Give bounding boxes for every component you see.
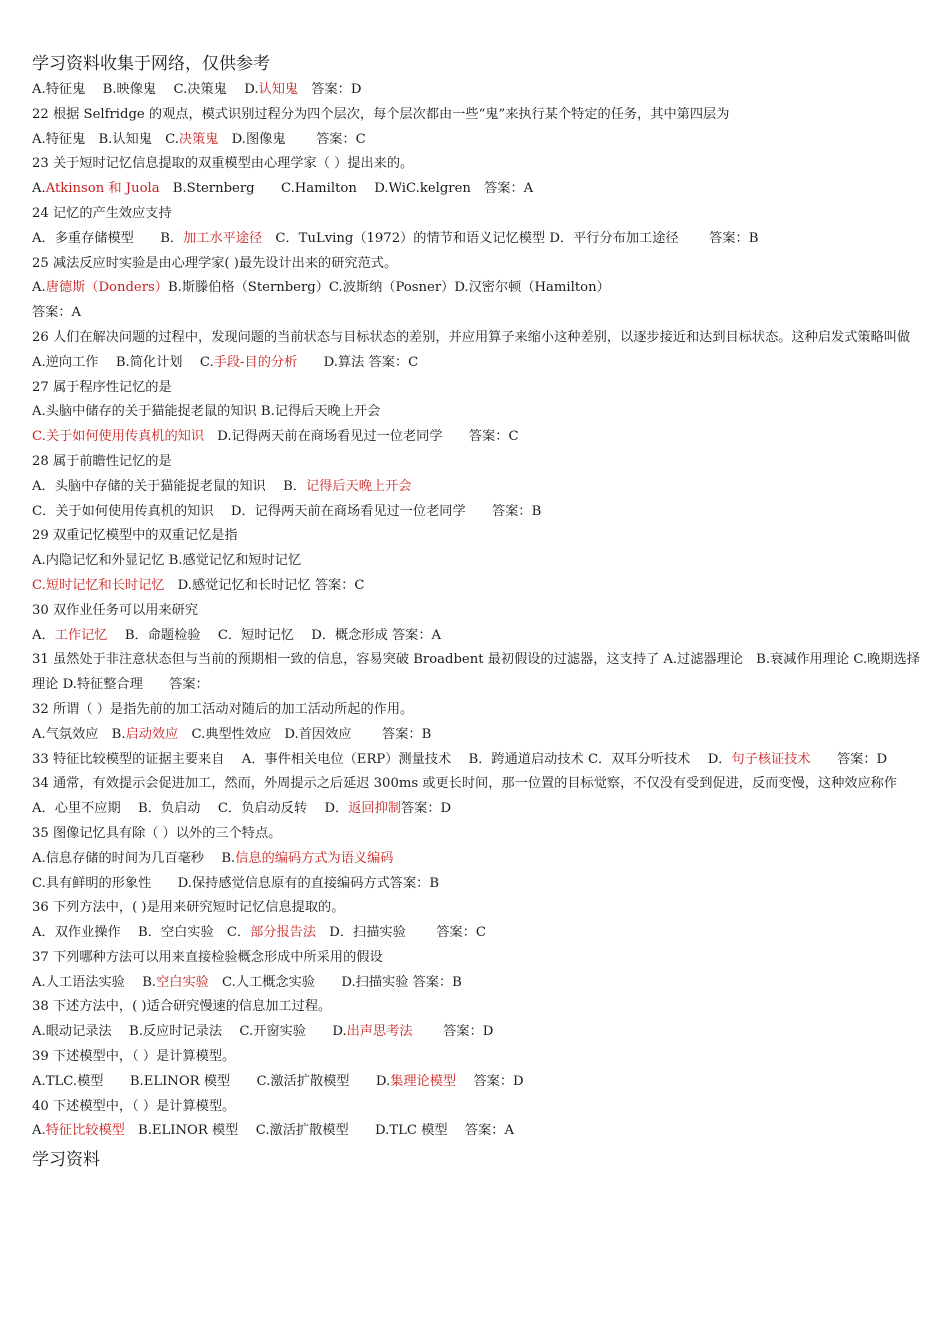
line-text: 27 属于程序性记忆的是 xyxy=(32,379,172,395)
line-text: 答案：D xyxy=(412,1024,494,1040)
line-text: 38 下述方法中，( )适合研究慢速的信息加工过程。 xyxy=(32,999,332,1015)
text-line xyxy=(32,1119,920,1144)
highlighted-answer-text: 出声思考法 xyxy=(346,1024,413,1040)
question-list xyxy=(32,78,920,1144)
line-text: 答案：D xyxy=(810,751,888,767)
text-line xyxy=(32,276,920,301)
highlighted-answer-text: 认知鬼 xyxy=(258,82,299,97)
text-line xyxy=(32,872,920,897)
line-text: 22 根据 Selfridge 的观点，模式识别过程分为四个层次，每个层次都由一些“鬼”来执行某个特定的任务，其中第四层为 xyxy=(32,106,730,122)
highlighted-answer-text: Atkinson 和 Juola xyxy=(45,181,160,197)
line-text: C.人工概念实验 D.扫描实验 答案：B xyxy=(208,974,462,990)
text-line xyxy=(32,301,920,326)
highlighted-answer-text: 唐德斯（Donders） xyxy=(45,280,168,296)
highlighted-answer-text: 返回抑制 xyxy=(348,801,401,817)
text-line xyxy=(32,723,920,748)
text-line xyxy=(32,252,920,277)
page-footer: 学习资料 xyxy=(32,1150,100,1171)
text-line xyxy=(32,1045,920,1070)
text-line xyxy=(32,326,920,351)
line-text: 26 人们在解决问题的过程中，发现问题的当前状态与目标状态的差别，并应用算子来缩小这种差别，以逐步接近和达到目标状态。这种启发式策略叫做 xyxy=(32,329,911,345)
line-text: A.人工语法实验 B. xyxy=(32,974,157,990)
line-text: A.逆向工作 B.简化计划 C. xyxy=(32,354,214,370)
line-text: 33 特征比较模型的证据主要来自 A．事件相关电位（ERP）测量技术 B．跨通道启动技术 C．双耳分听技术 D． xyxy=(32,751,732,767)
text-line xyxy=(32,152,920,177)
text-line xyxy=(32,524,920,549)
highlighted-answer-text: 记得后天晚上开会 xyxy=(305,478,412,494)
text-line xyxy=(32,202,920,227)
text-line xyxy=(32,648,920,698)
line-text: A.头脑中储存的关于猫能捉老鼠的知识 B.记得后天晚上开会 xyxy=(32,404,381,420)
text-line xyxy=(32,797,920,822)
line-text: A.信息存储的时间为几百毫秒 B. xyxy=(32,850,236,866)
line-text: 34 通常，有效提示会促进加工，然而，外周提示之后延迟 300ms 或更长时间，那一位置的目标觉察，不仅没有受到促进，反而变慢，这种效应称作 xyxy=(32,776,898,792)
line-text: A．双作业操作 B．空白实验 C． xyxy=(32,925,251,941)
text-line xyxy=(32,475,920,500)
text-line xyxy=(32,227,920,252)
line-text: 答案：D xyxy=(400,801,452,817)
line-text: B.Sternberg C.Hamilton D.WiC.kelgren 答案：A xyxy=(159,181,534,197)
text-line xyxy=(32,103,920,128)
highlighted-answer-text: 加工水平途径 xyxy=(183,230,263,246)
line-text: A.特征鬼 B.映像鬼 C.决策鬼 D. xyxy=(32,82,259,97)
line-text: D.算法 答案：C xyxy=(297,354,419,370)
text-line xyxy=(32,946,920,971)
highlighted-answer-text: 部分报告法 xyxy=(250,925,317,941)
line-text: A.内隐记忆和外显记忆 B.感觉记忆和短时记忆 xyxy=(32,553,302,569)
line-text: C．TuLving（1972）的情节和语义记忆模型 D．平行分布加工途径 答案：B xyxy=(262,230,759,246)
line-text: C.典型性效应 D.首因效应 答案：B xyxy=(178,726,432,742)
text-line xyxy=(32,574,920,599)
line-text: 40 下述模型中，（ ）是计算模型。 xyxy=(32,1098,236,1114)
highlighted-answer-text: 集理论模型 xyxy=(390,1073,457,1089)
highlighted-answer-text: C. xyxy=(32,577,46,593)
line-text: C．关于如何使用传真机的知识 D．记得两天前在商场看见过一位老同学 答案：B xyxy=(32,503,542,519)
line-text: 35 图像记忆具有除（ ）以外的三个特点。 xyxy=(32,825,282,841)
text-line xyxy=(32,971,920,996)
highlighted-answer-text: 空白实验 xyxy=(156,974,209,990)
text-line xyxy=(32,921,920,946)
line-text: 39 下述模型中，（ ）是计算模型。 xyxy=(32,1049,236,1065)
text-line xyxy=(32,698,920,723)
line-text: 答案：D xyxy=(298,82,362,97)
line-text: 23 关于短时记忆信息提取的双重模型由心理学家（ ）提出来的。 xyxy=(32,156,414,172)
line-text: A.特征鬼 B.认知鬼 C. xyxy=(32,131,179,147)
text-line xyxy=(32,450,920,475)
document-page xyxy=(32,50,920,1174)
line-text: A．头脑中存储的关于猫能捉老鼠的知识 B． xyxy=(32,478,306,494)
line-text: B.斯滕伯格（Sternberg）C.波斯纳（Posner）D.汉密尔顿（Hamilton） xyxy=(167,280,610,296)
highlighted-answer-text: 关于如何使用传真机的知识 xyxy=(45,429,205,445)
text-line xyxy=(32,425,920,450)
line-text: 24 记忆的产生效应支持 xyxy=(32,205,172,221)
line-text: B.ELINOR 模型 C.激活扩散模型 D.TLC 模型 答案：A xyxy=(124,1123,515,1139)
highlighted-answer-text: 决策鬼 xyxy=(178,131,219,147)
line-text: 答案：D xyxy=(456,1073,524,1089)
text-line xyxy=(32,78,920,103)
text-line xyxy=(32,500,920,525)
text-line xyxy=(32,128,920,153)
line-text: 25 减法反应时实验是由心理学家( )最先设计出来的研究范式。 xyxy=(32,255,398,271)
line-text: 36 下列方法中，( )是用来研究短时记忆信息提取的。 xyxy=(32,900,345,916)
highlighted-answer-text: 信息的编码方式为语义编码 xyxy=(235,850,394,866)
line-text: 30 双作业任务可以用来研究 xyxy=(32,602,199,618)
text-line xyxy=(32,847,920,872)
highlighted-answer-text: 句子核证技术 xyxy=(731,751,811,767)
line-text: D.感觉记忆和长时记忆 答案：C xyxy=(164,577,365,593)
text-line xyxy=(32,748,920,773)
line-text: D.图像鬼 答案：C xyxy=(218,131,366,147)
text-line xyxy=(32,549,920,574)
text-line xyxy=(32,896,920,921)
page-header: 学习资料收集于网络，仅供参考 xyxy=(32,54,270,74)
text-line xyxy=(32,822,920,847)
text-line xyxy=(32,772,920,797)
text-line xyxy=(32,1070,920,1095)
highlighted-answer-text: 特征比较模型 xyxy=(45,1123,125,1139)
line-text: A.TLC.模型 B.ELINOR 模型 C.激活扩散模型 D. xyxy=(32,1073,391,1089)
line-text: 29 双重记忆模型中的双重记忆是指 xyxy=(32,528,238,544)
highlighted-answer-text: C. xyxy=(32,429,46,445)
text-line xyxy=(32,995,920,1020)
line-text: A.气氛效应 B. xyxy=(32,726,126,742)
line-text: A. xyxy=(32,1123,46,1139)
text-line xyxy=(32,624,920,649)
line-text: 31 虽然处于非注意状态但与当前的预期相一致的信息，容易突破 Broadbent 最初假设的过滤器，这支持了 A.过滤器理论 B.衰减作用理论 C.晚期选择理论 D.特征整合理 答案： xyxy=(32,652,920,693)
line-text: 答案：A xyxy=(32,305,82,321)
line-text: A. xyxy=(32,181,46,197)
line-text: B．命题检验 C．短时记忆 D．概念形成 答案：A xyxy=(107,627,442,643)
text-line xyxy=(32,400,920,425)
text-line xyxy=(32,1095,920,1120)
text-line xyxy=(32,1020,920,1045)
highlighted-answer-text: 短时记忆和长时记忆 xyxy=(45,577,165,593)
line-text: 37 下列哪种方法可以用来直接检验概念形成中所采用的假设 xyxy=(32,949,383,965)
line-text: D．扫描实验 答案：C xyxy=(316,925,486,941)
line-text: A.眼动记录法 B.反应时记录法 C.开窗实验 D. xyxy=(32,1024,347,1040)
highlighted-answer-text: 工作记忆 xyxy=(54,627,108,643)
line-text: 32 所谓（ ）是指先前的加工活动对随后的加工活动所起的作用。 xyxy=(32,701,414,717)
line-text: C.具有鲜明的形象性 D.保持感觉信息原有的直接编码方式答案：B xyxy=(32,875,440,891)
line-text: A．多重存储模型 B． xyxy=(32,230,184,246)
line-text: 28 属于前瞻性记忆的是 xyxy=(32,453,172,469)
line-text: A． xyxy=(32,627,55,643)
text-line xyxy=(32,177,920,202)
text-line xyxy=(32,599,920,624)
text-line xyxy=(32,376,920,401)
line-text: D.记得两天前在商场看见过一位老同学 答案：C xyxy=(204,429,519,445)
line-text: A. xyxy=(32,280,46,296)
highlighted-answer-text: 启动效应 xyxy=(125,726,179,742)
highlighted-answer-text: 手段-目的分析 xyxy=(213,354,298,370)
line-text: A．心里不应期 B．负启动 C．负启动反转 D． xyxy=(32,801,349,817)
text-line xyxy=(32,351,920,376)
